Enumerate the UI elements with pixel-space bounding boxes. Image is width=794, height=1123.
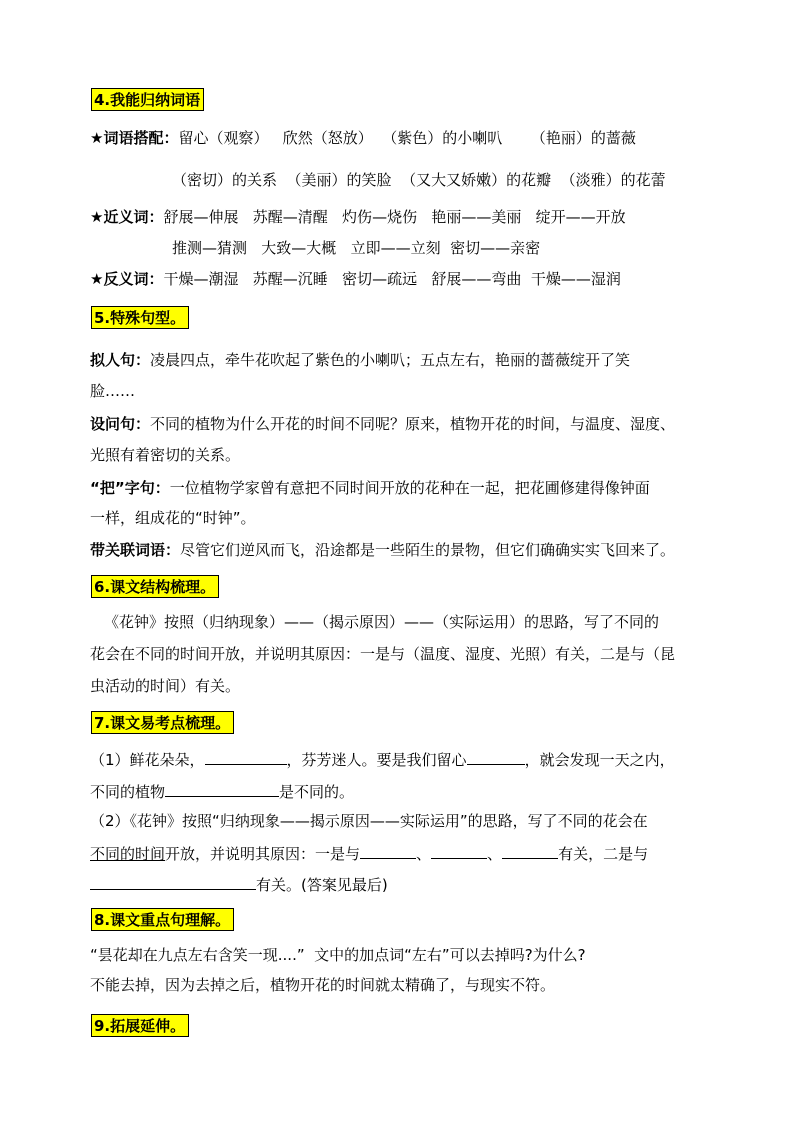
q2-sep-2: 、 <box>487 845 503 863</box>
q2-text-b: 开放，并说明其原因：一是与 <box>165 845 361 863</box>
section-5-heading: 5.特殊句型。 <box>91 306 189 329</box>
q2-blank-3[interactable] <box>502 842 558 859</box>
collocation-row-2: （密切）的关系 （美丽）的笑脸 （又大又娇嫩）的花瓣 （淡雅）的花蕾 <box>172 171 666 189</box>
q1-blank-1[interactable] <box>205 748 287 765</box>
rhetorical-label: 设问句： <box>90 415 151 433</box>
structure-line-2: 花会在不同的时间开放，并说明其原因：一是与（温度、湿度、光照）有关，二是与（昆 <box>90 645 676 663</box>
conjunction-text: 尽管它们逆风而飞，沿途都是一些陌生的景物，但它们确确实实飞回来了。 <box>180 541 676 559</box>
rhetorical-line-1 <box>90 414 675 434</box>
collocation-text-1: 留心（观察） 欣然（怒放） （紫色）的小喇叭 （艳丽）的蔷薇 <box>178 129 636 147</box>
rhetorical-text-1: 不同的植物为什么开花的时间不同呢？原来，植物开花的时间，与温度、湿度、 <box>150 415 676 433</box>
q1-text-a: （1）鲜花朵朵， <box>90 751 205 769</box>
ba-text-1: 一位植物学家曾有意把不同时间开放的花种在一起，把花圃修建得像钟面 <box>169 479 650 497</box>
synonym-row-1 <box>90 207 626 227</box>
personification-line-2: 脸…… <box>90 382 136 400</box>
exam-q1-line-1 <box>90 748 675 770</box>
personification-text-1: 凌晨四点，牵牛花吹起了紫色的小喇叭；五点左右，艳丽的蔷薇绽开了笑 <box>150 351 631 369</box>
exam-q2-line-3 <box>90 873 388 895</box>
section-9-heading: 9.拓展延伸。 <box>91 1014 189 1037</box>
key-sentence-answer: 不能去掉，因为去掉之后，植物开花的时间就太精确了，与现实不符。 <box>90 976 556 994</box>
q2-underlined-text: 不同的时间 <box>90 845 166 863</box>
antonym-row <box>90 269 621 289</box>
conjunction-line <box>90 540 675 560</box>
personification-label: 拟人句： <box>90 351 151 369</box>
q2-text-d: 有关。(答案见最后) <box>256 876 388 894</box>
q1-text-b: ，芬芳迷人。要是我们留心 <box>286 751 467 769</box>
rhetorical-line-2: 光照有着密切的关系。 <box>90 446 241 464</box>
q1-text-c: ，就会发现一天之内， <box>524 751 675 769</box>
conjunction-label: 带关联词语： <box>90 541 181 559</box>
exam-q2-line-2 <box>90 842 648 864</box>
q2-blank-1[interactable] <box>360 842 416 859</box>
q1-text-e: 是不同的。 <box>279 783 355 801</box>
structure-line-1: 《花钟》按照（归纳现象）——（揭示原因）——（实际运用）的思路，写了不同的 <box>104 613 660 631</box>
q2-blank-4[interactable] <box>90 873 256 890</box>
q2-text-c: 有关，二是与 <box>558 845 649 863</box>
antonym-text: 干燥—潮湿 苏醒—沉睡 密切—疏远 舒展——弯曲 干燥——湿润 <box>163 270 621 288</box>
collocation-label: ★词语搭配： <box>90 129 179 147</box>
antonym-label: ★反义词： <box>90 270 164 288</box>
section-4-heading: 4.我能归纳词语 <box>91 88 204 111</box>
key-sentence-question: “昙花却在九点左右含笑一现....” 文中的加点词“左右”可以去掉吗?为什么? <box>90 946 586 964</box>
synonym-label: ★近义词： <box>90 208 164 226</box>
q1-blank-2[interactable] <box>467 748 525 765</box>
exam-q2-line-1: （2）《花钟》按照“归纳现象——揭示原因——实际运用”的思路，写了不同的花会在 <box>90 812 648 830</box>
collocation-row-1 <box>90 128 636 148</box>
section-7-heading: 7.课文易考点梳理。 <box>91 711 234 734</box>
q2-sep-1: 、 <box>416 845 432 863</box>
section-6-heading: 6.课文结构梳理。 <box>91 575 219 598</box>
synonym-row-2: 推测—猜测 大致—大概 立即——立刻 密切——亲密 <box>172 239 541 257</box>
q1-text-d: 不同的植物 <box>90 783 166 801</box>
q2-blank-2[interactable] <box>431 842 487 859</box>
q1-blank-3[interactable] <box>165 780 279 797</box>
exam-q1-line-2 <box>90 780 354 802</box>
synonym-text-1: 舒展—伸展 苏醒—清醒 灼伤—烧伤 艳丽——美丽 绽开——开放 <box>163 208 626 226</box>
structure-line-3: 虫活动的时间）有关。 <box>90 677 241 695</box>
ba-line-2: 一样，组成花的“时钟”。 <box>90 509 256 527</box>
personification-line-1 <box>90 350 630 370</box>
ba-label: “把”字句： <box>90 479 170 497</box>
section-8-heading: 8.课文重点句理解。 <box>91 908 234 931</box>
ba-line-1 <box>90 478 650 498</box>
